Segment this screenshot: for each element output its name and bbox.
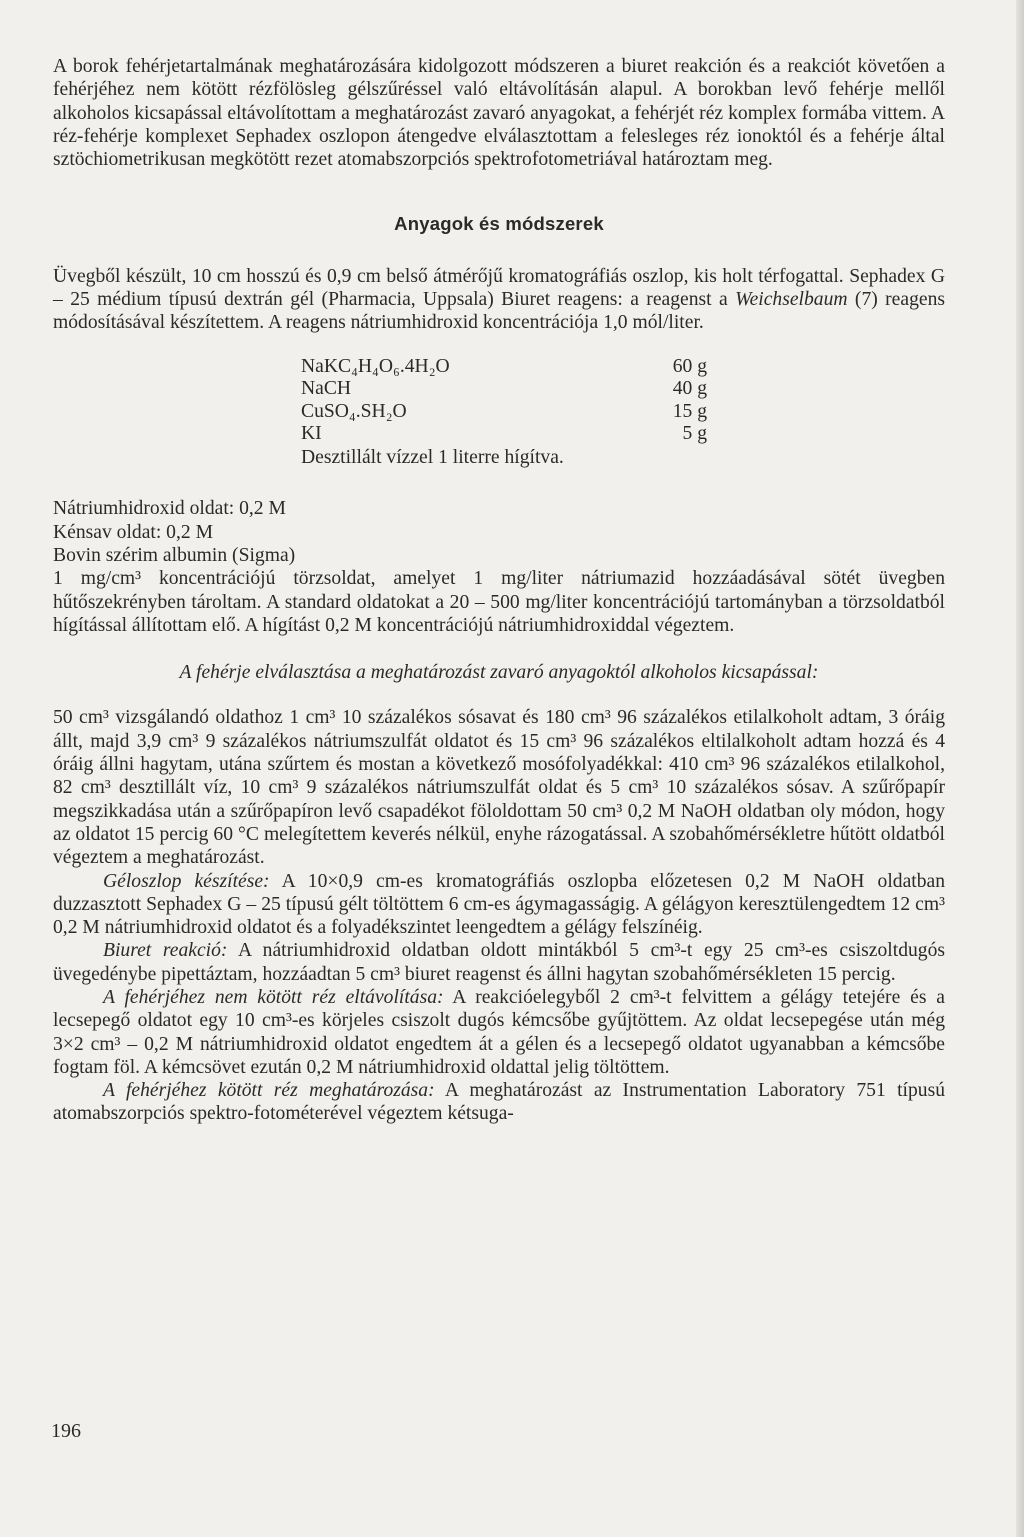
stock-solution-paragraph: 1 mg/cm³ koncentrációjú törzsoldat, amelyet 1 mg/liter nátriumazid hozzáadásával sötét üvegben hűtőszekrényben tároltam. A standard oldatokat a 20 – 500 mg/liter koncentrációjú tartományban a törzsoldatból hígítással állítottam elő. A hígítást 0,2 M koncentrációjú nátriumhidroxiddal végeztem. [53, 568, 945, 636]
page-number: 196 [51, 1420, 81, 1442]
reagent-row [301, 401, 707, 424]
procedure-label: A fehérjéhez nem kötött réz eltávolítása: [103, 986, 444, 1008]
reagent-amount: 5 g [682, 423, 707, 445]
procedure-bound-copper-determination [53, 1079, 945, 1126]
procedure-text: A nátriumhidroxid oldatban oldott mintákból 5 cm³-t egy 25 cm³-es csiszoltdugós üvegedénybe pipettáztam, hozzáadtan 5 cm³ biuret reagenst és állni hagytan szobahőmérsékleten 15 percig. [53, 940, 946, 985]
acid-solution-line: Kénsav oldat: 0,2 M [53, 521, 213, 543]
procedure-label: A fehérjéhez kötött réz meghatározása: [103, 1080, 435, 1102]
bsa-line: Bovin szérim albumin (Sigma) [53, 544, 296, 566]
reagent-row [301, 356, 707, 379]
reagent-name: NaKC₄H₄O₆.4H₂O [301, 355, 450, 377]
reagent-row [301, 423, 707, 446]
materials-paragraph [53, 265, 945, 335]
procedure-gel-column [53, 870, 945, 940]
reagent-note: Desztillált vízzel 1 literre hígítva. [301, 447, 564, 469]
precipitation-paragraph: 50 cm³ vizsgálandó oldathoz 1 cm³ 10 százalékos sósavat és 180 cm³ 96 százalékos etilalkoholt adtam, 3 óráig állt, majd 3,9 cm³ 9 százalékos nátriumszulfát oldatot és 15 cm³ 96 százalékos eltilalkoholt adtam hozzá és 4 óráig állni hagytam, utána szűrtem és mostan a következő mosófolyadékkal: 410 cm³ 96 százalékos etilalkohol, 82 cm³ desztillált víz, 10 cm³ 9 százalékos nátriumszulfát oldat és 5 cm³ 10 százalékos sósav. A szűrőpapír megszikkadása után a szűrőpapíron levő csapadékot föloldottam 50 cm³ 0,2 M NaOH oldatban oly módon, hogy az oldatot 15 percig 60 °C melegítettem keverés nélkül, enyhe rázogatással. A szobahőmérsékletre hűtött oldatból végeztem a meghatározást. [53, 707, 945, 869]
materials-text-after: (7) reagens módosításával készítettem. A reagens nátriumhidroxid koncentrációja 1,0 mól/liter. [53, 289, 945, 334]
procedure-label: Géloszlop készítése: [103, 870, 270, 892]
reagent-name: CuSO₄.SH₂O [301, 400, 407, 422]
procedure-unbound-copper-removal [53, 986, 945, 1079]
reagent-name: KI [301, 423, 322, 445]
section-heading: Anyagok és módszerek [394, 213, 604, 235]
reagent-amount: 40 g [672, 378, 707, 400]
materials-text-before: Üvegből készült, 10 cm hosszú és 0,9 cm belső átmérőjű kromatográfiás oszlop, kis holt térfogattal. Sephadex G – 25 médium típusú dextrán gél (Pharmacia, Uppsala) Biuret reagens: a reagenst a [53, 265, 945, 311]
reagent-table [301, 356, 707, 446]
cited-author: Weichselbaum [735, 289, 848, 311]
reagent-row [301, 378, 707, 401]
text-block [53, 55, 945, 1126]
naoh-solution-line: Nátriumhidroxid oldat: 0,2 M [53, 498, 286, 520]
precipitation-section-title: A fehérje elválasztása a meghatározást zavaró anyagoktól alkoholos kicsapással: [179, 662, 819, 684]
reagent-amount: 15 g [672, 400, 707, 422]
page-edge-shadow [1016, 0, 1024, 1537]
procedure-biuret-reaction [53, 939, 945, 986]
procedure-text: A 10×0,9 cm-es kromatográfiás oszlopba előzetesen 0,2 M NaOH oldatban duzzasztott Sephadex G – 25 típusú gélt töltöttem 6 cm-es ágymagasságig. A gélágyon keresztülengedtem 12 cm³ 0,2 M nátriumhidroxid oldatot és a folyadékszintet leengedtem a gélágy felszínéig. [53, 870, 946, 939]
procedure-label: Biuret reakció: [103, 940, 228, 962]
reagent-amount: 60 g [672, 355, 707, 377]
intro-paragraph: A borok fehérjetartalmának meghatározására kidolgozott módszeren a biuret reakción és a reakciót követően a fehérjéhez nem kötött rézfölösleg gélszűréssel való eltávolításán alapul. A borokban levő fehérje mellől alkoholos kicsapással eltávolítottam a meghatározást zavaró anyagokat, a fehérjét réz komplex formába vittem. A réz-fehérje komplexet Sephadex oszlopon átengedve elválasztottam a felesleges réz ionoktól és a fehérje által sztöchiometrikusan megkötött rezet atomabszorpciós spektrofotometriával határoztam meg. [53, 56, 945, 171]
reagent-name: NaCH [301, 378, 352, 400]
procedure-text: A reakcióelegyből 2 cm³-t felvittem a gélágy tetejére és a lecsepegő oldatot egy 10 cm³-es körjeles csiszolt dugós kémcsőbe gyűjtöttem. Az oldat lecsepegése után még 3×2 cm³ – 0,2 M nátriumhidroxid oldatot engedtem át a gélen és a lecsepegő oldatot ugyanabban a kémcsőbe fogtam föl. A kémcsövet ezután 0,2 M nátriumhidroxid oldattal jelig töltöttem. [53, 986, 945, 1078]
procedure-text: A meghatározást az Instrumentation Laboratory 751 típusú atomabszorpciós spektro-fotométerével végeztem kétsuga- [53, 1080, 945, 1125]
